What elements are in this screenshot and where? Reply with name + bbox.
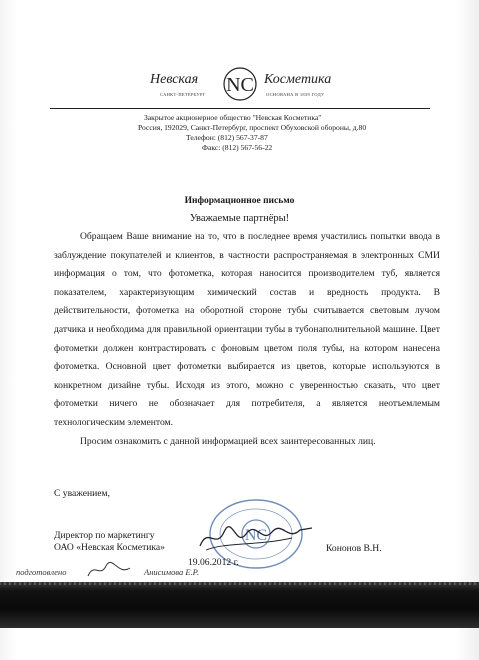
logo-founded: ОСНОВАНА В 1839 ГОДУ xyxy=(266,92,325,97)
logo-brand-left: Невская xyxy=(150,72,199,87)
logo-city: САНКТ-ПЕТЕРБУРГ xyxy=(160,92,206,97)
company-phone: Телефон: (812) 567-37-87 xyxy=(186,133,268,142)
monogram-text: NC xyxy=(226,74,254,96)
signatory-title-line2: ОАО «Невская Косметика» xyxy=(54,542,165,553)
body-paragraph-2: Просим ознакомить с данной информацией всех заинтересованных лиц. xyxy=(80,435,376,447)
signatory-title-line1: Директор по маркетингу xyxy=(54,530,155,541)
company-address: Россия, 192029, Санкт-Петербург, проспект Обуховской обороны, д.80 xyxy=(138,123,367,132)
letter-closing: С уважением, xyxy=(54,488,111,499)
signatory-title xyxy=(54,530,165,554)
body-paragraph-1: Обращаем Ваше внимание на то, что в последнее время участились попытки ввода в заблуждение покупателей и клиентов, в частности распространяемая в электронных СМИ информация о том, что фотометка, которая наносится производителем туб, является показателем, характеризующим химический состав и вредность продукта. В действительности, фотометка на оборотной стороне тубы считывается световым лучом датчика и необходима для правильной ориентации тубы в тубонаполнительной машине. Цвет фотометки должен контрастировать с фоновым цветом поля тубы, на котором нанесена фотометка. Основной цвет фотометки выбирается из цветов, которые используются в конкретном дизайне тубы. Исходя из этого, можно с уверенностью сказать, что цвет фотометки ничего не обозначает для потребителя, а является неотъемлемым технологическим элементом. xyxy=(54,231,440,428)
letter-date: 19.06.2012 г. xyxy=(188,557,239,568)
handwritten-initials xyxy=(84,560,134,580)
header-divider xyxy=(50,108,430,109)
signatory-name: Кононов В.Н. xyxy=(326,543,382,554)
handwritten-note-right: Анисимова Е.Р. xyxy=(144,567,200,577)
company-name: Закрытое акционерное общество "Невская Косметика" xyxy=(144,113,322,122)
logo-monogram xyxy=(218,64,262,104)
handwritten-note-left: подготовлено xyxy=(16,567,67,577)
scan-shadow xyxy=(0,582,479,628)
letter-greeting: Уважаемые партнёры! xyxy=(189,213,290,224)
company-details xyxy=(138,113,438,153)
company-fax: Факс: (812) 567-56-22 xyxy=(202,143,273,152)
director-signature xyxy=(196,520,316,556)
letter-body xyxy=(54,228,440,451)
svg-text:NC: NC xyxy=(244,527,268,544)
company-logo xyxy=(150,66,350,106)
letter-title: Информационное письмо xyxy=(184,196,295,206)
logo-brand-right: Косметика xyxy=(264,72,332,87)
